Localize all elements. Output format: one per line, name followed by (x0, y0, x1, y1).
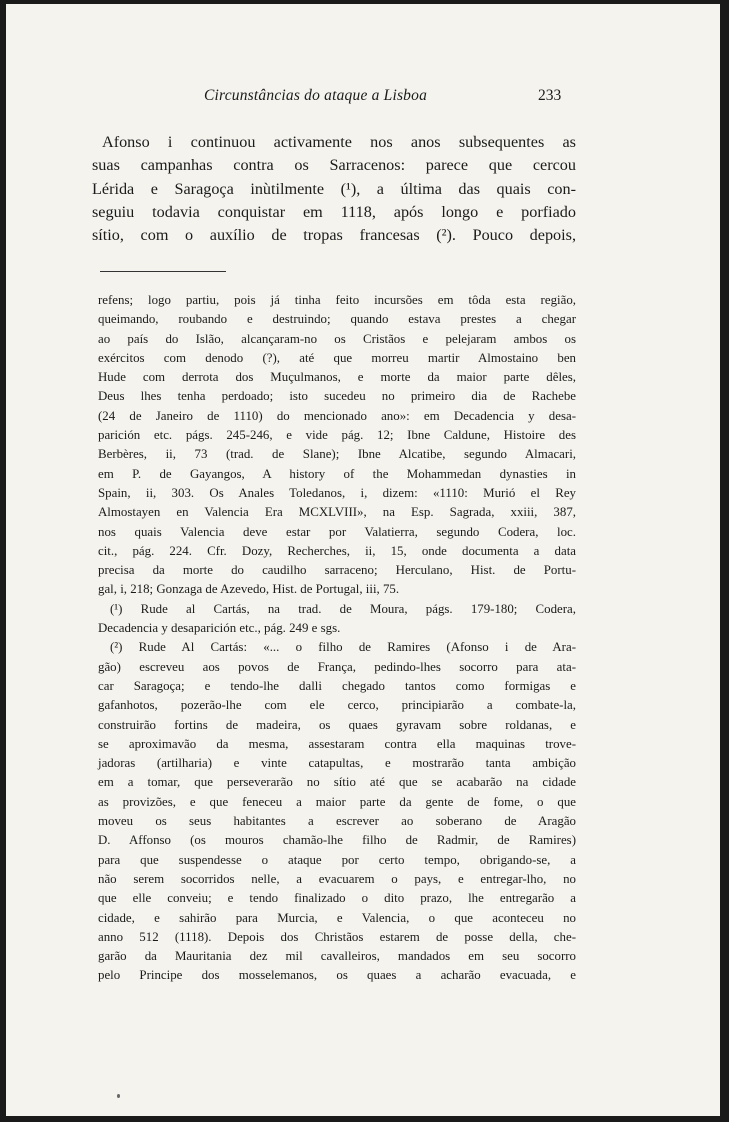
footnote-line: que elle conveiu; e tendo finalizado o dito prazo, lhe entregarão a (98, 891, 576, 906)
footnote-line: cit., pág. 224. Cfr. Dozy, Recherches, ii, 15, onde documenta a data (98, 543, 576, 558)
footnotes (98, 291, 576, 986)
footnote-line: construirão fortins de madeira, os quaes gyravam sobre roldanas, e (98, 717, 576, 732)
book-page (6, 4, 720, 1116)
footnote-separator (100, 271, 226, 272)
page-number: 233 (538, 87, 562, 104)
footnote-line: Deus lhes tenha perdoado; isto sucedeu no primeiro dia de Rachebe (98, 389, 576, 404)
footnote-line: anno 512 (1118). Depois dos Christãos estarem de posse della, che- (98, 929, 576, 944)
footnote-line: Almostayen en Valencia Era MCXLVIII», na Esp. Sagrada, xxiii, 387, (98, 505, 576, 520)
footnote-line: Berbères, ii, 73 (trad. de Slane); Ibne Alcatibe, segundo Almacari, (98, 447, 576, 462)
footnote-line: nos quais Valencia deve estar por Valatierra, segundo Codera, loc. (98, 524, 576, 539)
footnote-line: em P. de Gayangos, A history of the Mohammedan dynasties in (98, 466, 576, 481)
footnote-line: em a tomar, que perseverarão no sítio até que se acabarão na cidade (98, 775, 576, 790)
footnote-line: jadoras (artilharia) e vinte catapultas, e mostrarão tanta ambição (98, 756, 576, 771)
footnote-line: D. Affonso (os mouros chamão-lhe filho de Radmir, de Ramires) (98, 833, 576, 848)
footnote-line: (²) Rude Al Cartás: «... o filho de Ramires (Afonso i de Ara- (110, 640, 576, 655)
footnote-line: as provizões, e que feneceu a maior parte da gente de fome, o que (98, 794, 576, 809)
running-title: Circunstâncias do ataque a Lisboa (204, 87, 428, 104)
page-header (6, 87, 720, 109)
footnote-line: Decadencia y desaparición etc., pág. 249 e sgs. (98, 621, 341, 636)
body-line: Afonso i continuou activamente nos anos subsequentes as (102, 133, 576, 151)
footnote-line: ao país do Islão, alcançaram-no os Cristãos e pelejaram ambos os (98, 331, 576, 346)
footnote-line: gal, i, 218; Gonzaga de Azevedo, Hist. de Portugal, iii, 75. (98, 582, 400, 597)
footnote-line: garão da Mauritania dez mil cavalleiros, mandados em seu socorro (98, 949, 576, 964)
footnote-line: se aproximavão da mesma, assestaram contra ella maquinas trove- (98, 736, 576, 751)
footnote-line: para que suspendesse o ataque por certo tempo, obrigando-se, a (98, 852, 576, 867)
footnote-line: exércitos com denodo (?), até que morreu martir Almostaino ben (98, 350, 576, 365)
footnote-line: queimando, roubando e destruindo; quando estava prestes a chegar (98, 312, 576, 327)
footnote-line: gão) escreveu aos povos de França, pedindo-lhes socorro para ata- (98, 659, 576, 674)
footnote-line: parición etc. págs. 245-246, e vide pág. 12; Ibne Caldune, Histoire des (98, 428, 576, 443)
footnote-line: refens; logo partiu, pois já tinha feito incursões em tôda esta região, (98, 293, 576, 307)
footnote-line: (¹) Rude al Cartás, na trad. de Moura, págs. 179-180; Codera, (110, 601, 576, 616)
footnote-line: gafanhotos, pozerão-lhe com ele cerco, principiarão a combate-la, (98, 698, 576, 713)
body-line: sítio, com o auxílio de tropas francesas (²). Pouco depois, (92, 226, 576, 245)
footnote-line: Spain, ii, 303. Os Anales Toledanos, i, dizem: «1110: Murió el Rey (98, 485, 576, 500)
footnote-line: pelo Principe dos mosselemanos, os quaes a acharão evacuada, e (98, 968, 576, 983)
paper-speck (117, 1094, 120, 1098)
footnote-line: car Saragoça; e tendo-lhe dalli chegado tantos como formigas e (98, 678, 576, 693)
footnote-line: moveu os seus habitantes a escrever ao soberano de Aragão (98, 814, 576, 829)
main-paragraph (92, 131, 576, 247)
body-line: suas campanhas contra os Sarracenos: parece que cercou (92, 156, 576, 175)
footnote-line: cidade, e sahirão para Murcia, e Valencia, o que aconteceu no (98, 910, 576, 925)
footnote-line: não serem socorridos nelle, a evacuarem o pays, e entregar-lho, no (98, 871, 576, 886)
footnote-line: precisa da morte do caudilho sarraceno; Herculano, Hist. de Portu- (98, 563, 576, 578)
body-line: seguiu todavia conquistar em 1118, após longo e porfiado (92, 202, 576, 221)
footnote-line: (24 de Janeiro de 1110) do mencionado ano»: em Decadencia y desa- (98, 408, 576, 423)
body-line: Lérida e Saragoça inùtilmente (¹), a última das quais con- (92, 179, 576, 198)
footnote-line: Hude com derrota dos Muçulmanos, e morte da maior parte dêles, (98, 370, 576, 385)
